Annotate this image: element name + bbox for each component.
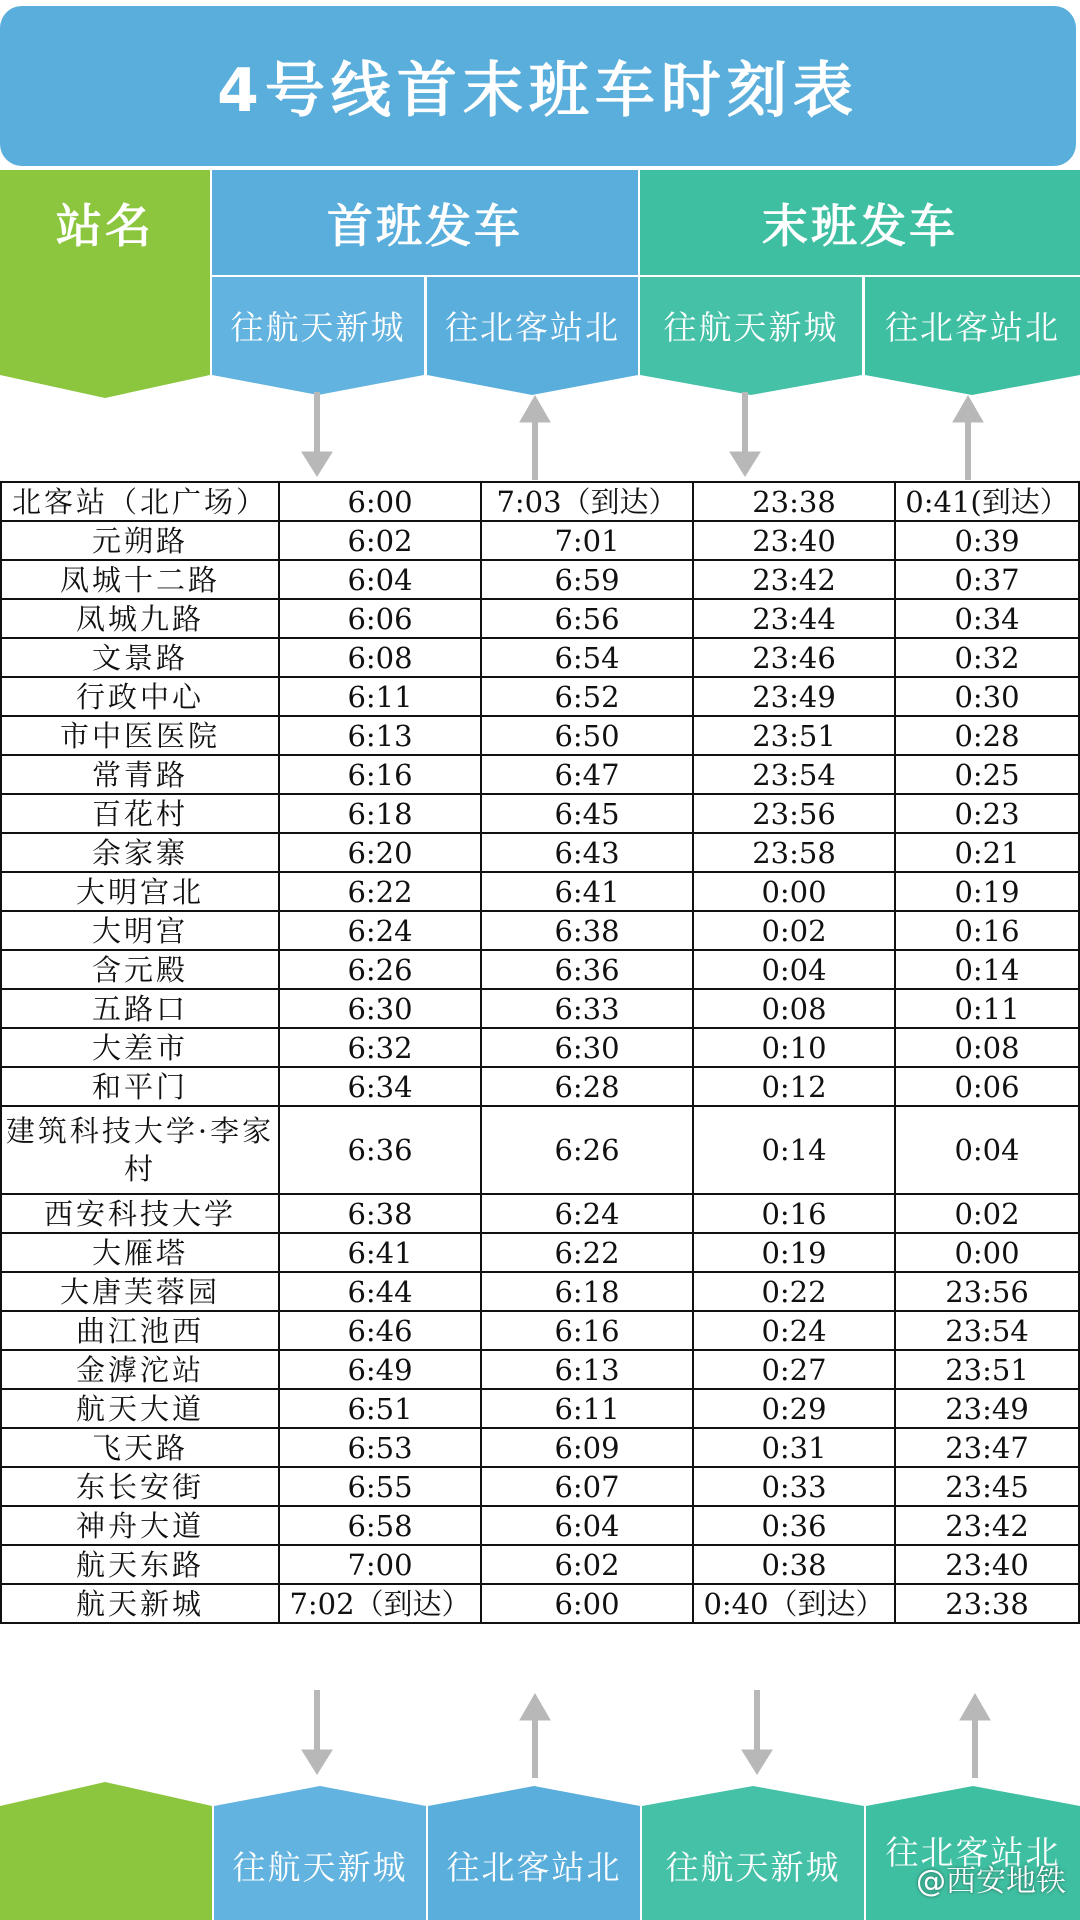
time-cell: 0:34 xyxy=(895,599,1079,638)
up-arrow-icon xyxy=(953,396,983,480)
time-cell: 6:46 xyxy=(279,1311,481,1350)
time-cell: 23:38 xyxy=(693,482,895,521)
time-cell: 6:07 xyxy=(481,1467,693,1506)
time-cell: 6:28 xyxy=(481,1067,693,1106)
station-name-cell: 文景路 xyxy=(1,638,279,677)
time-cell: 6:59 xyxy=(481,560,693,599)
time-cell: 0:04 xyxy=(895,1106,1079,1194)
time-cell: 23:40 xyxy=(895,1545,1079,1584)
station-name-cell: 大差市 xyxy=(1,1028,279,1067)
time-cell: 6:51 xyxy=(279,1389,481,1428)
time-cell: 23:38 xyxy=(895,1584,1079,1623)
time-cell: 0:33 xyxy=(693,1467,895,1506)
time-cell: 0:14 xyxy=(693,1106,895,1194)
station-name-cell: 大雁塔 xyxy=(1,1233,279,1272)
time-cell: 6:09 xyxy=(481,1428,693,1467)
time-cell: 6:33 xyxy=(481,989,693,1028)
time-cell: 6:04 xyxy=(279,560,481,599)
time-cell: 0:12 xyxy=(693,1067,895,1106)
time-cell: 0:28 xyxy=(895,716,1079,755)
table-row xyxy=(1,1350,1079,1389)
time-cell: 6:38 xyxy=(279,1194,481,1233)
time-cell: 0:16 xyxy=(693,1194,895,1233)
time-cell: 0:40（到达） xyxy=(693,1584,895,1623)
table-row xyxy=(1,1233,1079,1272)
time-cell: 0:02 xyxy=(693,911,895,950)
time-cell: 6:54 xyxy=(481,638,693,677)
footer-dir-bkzb-2: 往北客站北 xyxy=(885,1832,1061,1872)
time-cell: 6:44 xyxy=(279,1272,481,1311)
time-cell: 6:36 xyxy=(481,950,693,989)
time-cell: 0:24 xyxy=(693,1311,895,1350)
down-arrow-icon xyxy=(302,392,332,476)
station-name-cell: 市中医医院 xyxy=(1,716,279,755)
time-cell: 6:45 xyxy=(481,794,693,833)
time-cell: 6:58 xyxy=(279,1506,481,1545)
table-row xyxy=(1,1272,1079,1311)
time-cell: 6:56 xyxy=(481,599,693,638)
up-arrow-icon xyxy=(520,396,550,480)
time-cell: 0:00 xyxy=(693,872,895,911)
time-cell: 6:26 xyxy=(481,1106,693,1194)
first-dir-htxc-header: 往航天新城 xyxy=(230,307,406,347)
table-row xyxy=(1,1467,1079,1506)
time-cell: 0:23 xyxy=(895,794,1079,833)
station-name-cell: 凤城十二路 xyxy=(1,560,279,599)
station-name-cell: 元朔路 xyxy=(1,521,279,560)
last-dir-htxc-header: 往航天新城 xyxy=(663,307,839,347)
station-name-cell: 大明宫 xyxy=(1,911,279,950)
time-cell: 0:19 xyxy=(895,872,1079,911)
time-cell: 6:36 xyxy=(279,1106,481,1194)
time-cell: 6:26 xyxy=(279,950,481,989)
time-cell: 0:06 xyxy=(895,1067,1079,1106)
time-cell: 0:29 xyxy=(693,1389,895,1428)
station-name-cell: 常青路 xyxy=(1,755,279,794)
time-cell: 6:50 xyxy=(481,716,693,755)
time-cell: 6:08 xyxy=(279,638,481,677)
time-cell: 0:30 xyxy=(895,677,1079,716)
time-cell: 0:25 xyxy=(895,755,1079,794)
time-cell: 6:52 xyxy=(481,677,693,716)
time-cell: 23:49 xyxy=(895,1389,1079,1428)
first-train-header: 首班发车 xyxy=(327,198,523,253)
table-row xyxy=(1,521,1079,560)
station-name-cell: 凤城九路 xyxy=(1,599,279,638)
footer-dir-htxc-1: 往航天新城 xyxy=(232,1847,408,1887)
down-arrow-icon xyxy=(730,392,760,476)
table-row xyxy=(1,794,1079,833)
table-row xyxy=(1,560,1079,599)
station-name-cell: 航天大道 xyxy=(1,1389,279,1428)
time-cell: 0:08 xyxy=(693,989,895,1028)
table-row xyxy=(1,677,1079,716)
time-cell: 7:01 xyxy=(481,521,693,560)
time-cell: 23:42 xyxy=(895,1506,1079,1545)
time-cell: 6:30 xyxy=(279,989,481,1028)
time-cell: 6:00 xyxy=(279,482,481,521)
time-cell: 6:18 xyxy=(279,794,481,833)
footer-dir-bkzb-1: 往北客站北 xyxy=(446,1847,622,1887)
time-cell: 6:02 xyxy=(481,1545,693,1584)
time-cell: 6:41 xyxy=(481,872,693,911)
station-name-cell: 含元殿 xyxy=(1,950,279,989)
time-cell: 0:39 xyxy=(895,521,1079,560)
last-dir-bkzb-header: 往北客站北 xyxy=(885,307,1060,347)
station-name-cell: 大明宫北 xyxy=(1,872,279,911)
time-cell: 6:43 xyxy=(481,833,693,872)
time-cell: 0:11 xyxy=(895,989,1079,1028)
station-name-cell: 金滹沱站 xyxy=(1,1350,279,1389)
time-cell: 23:45 xyxy=(895,1467,1079,1506)
time-cell: 23:56 xyxy=(693,794,895,833)
top-direction-arrows xyxy=(0,392,1080,482)
station-name-cell: 西安科技大学 xyxy=(1,1194,279,1233)
time-cell: 7:03（到达） xyxy=(481,482,693,521)
table-row xyxy=(1,833,1079,872)
station-name-cell: 北客站（北广场） xyxy=(1,482,279,521)
time-cell: 0:04 xyxy=(693,950,895,989)
time-cell: 6:16 xyxy=(279,755,481,794)
time-cell: 6:18 xyxy=(481,1272,693,1311)
station-name-cell: 和平门 xyxy=(1,1067,279,1106)
time-cell: 6:11 xyxy=(481,1389,693,1428)
time-cell: 6:49 xyxy=(279,1350,481,1389)
time-cell: 0:36 xyxy=(693,1506,895,1545)
time-cell: 6:04 xyxy=(481,1506,693,1545)
table-row xyxy=(1,1428,1079,1467)
table-row xyxy=(1,482,1079,521)
time-cell: 23:47 xyxy=(895,1428,1079,1467)
time-cell: 6:13 xyxy=(279,716,481,755)
table-row xyxy=(1,1067,1079,1106)
station-name-cell: 建筑科技大学·李家村 xyxy=(1,1106,279,1194)
station-name-cell: 曲江池西 xyxy=(1,1311,279,1350)
time-cell: 6:16 xyxy=(481,1311,693,1350)
table-row xyxy=(1,1106,1079,1194)
time-cell: 0:02 xyxy=(895,1194,1079,1233)
table-row xyxy=(1,911,1079,950)
station-name-cell: 飞天路 xyxy=(1,1428,279,1467)
time-cell: 6:24 xyxy=(279,911,481,950)
station-name-header: 站名 xyxy=(56,198,154,253)
time-cell: 6:30 xyxy=(481,1028,693,1067)
time-cell: 0:10 xyxy=(693,1028,895,1067)
time-cell: 0:38 xyxy=(693,1545,895,1584)
time-cell: 6:41 xyxy=(279,1233,481,1272)
time-cell: 0:16 xyxy=(895,911,1079,950)
time-cell: 6:02 xyxy=(279,521,481,560)
table-row xyxy=(1,755,1079,794)
up-arrow-icon xyxy=(520,1694,550,1778)
page-title: 4号线首末班车时刻表 xyxy=(0,6,1076,166)
table-row xyxy=(1,950,1079,989)
station-name-cell: 五路口 xyxy=(1,989,279,1028)
time-cell: 0:37 xyxy=(895,560,1079,599)
table-row xyxy=(1,599,1079,638)
table-row xyxy=(1,1194,1079,1233)
time-cell: 0:31 xyxy=(693,1428,895,1467)
time-cell: 23:46 xyxy=(693,638,895,677)
weibo-watermark: @西安地铁 xyxy=(916,1864,1066,1899)
up-arrow-icon xyxy=(960,1694,990,1778)
time-cell: 6:38 xyxy=(481,911,693,950)
time-cell: 0:19 xyxy=(693,1233,895,1272)
table-row xyxy=(1,1545,1079,1584)
time-cell: 7:00 xyxy=(279,1545,481,1584)
time-cell: 23:44 xyxy=(693,599,895,638)
station-name-cell: 行政中心 xyxy=(1,677,279,716)
table-row xyxy=(1,1506,1079,1545)
table-row xyxy=(1,989,1079,1028)
table-row xyxy=(1,1028,1079,1067)
station-name-cell: 东长安街 xyxy=(1,1467,279,1506)
time-cell: 23:51 xyxy=(895,1350,1079,1389)
station-name-cell: 大唐芙蓉园 xyxy=(1,1272,279,1311)
time-cell: 6:34 xyxy=(279,1067,481,1106)
time-cell: 23:54 xyxy=(895,1311,1079,1350)
station-name-cell: 神舟大道 xyxy=(1,1506,279,1545)
time-cell: 0:21 xyxy=(895,833,1079,872)
time-cell: 6:00 xyxy=(481,1584,693,1623)
footer-dir-htxc-2: 往航天新城 xyxy=(665,1847,841,1887)
time-cell: 7:02（到达） xyxy=(279,1584,481,1623)
time-cell: 0:41(到达） xyxy=(895,482,1079,521)
table-row xyxy=(1,716,1079,755)
time-cell: 6:55 xyxy=(279,1467,481,1506)
time-cell: 6:53 xyxy=(279,1428,481,1467)
time-cell: 6:24 xyxy=(481,1194,693,1233)
time-cell: 0:27 xyxy=(693,1350,895,1389)
time-cell: 23:56 xyxy=(895,1272,1079,1311)
time-cell: 23:58 xyxy=(693,833,895,872)
station-name-cell: 百花村 xyxy=(1,794,279,833)
first-dir-bkzb-header: 往北客站北 xyxy=(445,307,620,347)
station-name-cell: 航天新城 xyxy=(1,1584,279,1623)
time-cell: 6:11 xyxy=(279,677,481,716)
time-cell: 0:32 xyxy=(895,638,1079,677)
last-train-header: 末班发车 xyxy=(762,198,958,253)
time-cell: 0:14 xyxy=(895,950,1079,989)
down-arrow-icon xyxy=(302,1690,332,1774)
time-cell: 23:42 xyxy=(693,560,895,599)
bottom-direction-arrows xyxy=(0,1690,1080,1780)
time-cell: 23:49 xyxy=(693,677,895,716)
time-cell: 6:20 xyxy=(279,833,481,872)
down-arrow-icon xyxy=(742,1690,772,1774)
table-row xyxy=(1,1389,1079,1428)
timetable xyxy=(0,481,1080,1624)
station-name-cell: 航天东路 xyxy=(1,1545,279,1584)
time-cell: 6:47 xyxy=(481,755,693,794)
time-cell: 23:40 xyxy=(693,521,895,560)
time-cell: 6:22 xyxy=(279,872,481,911)
time-cell: 6:13 xyxy=(481,1350,693,1389)
table-row xyxy=(1,872,1079,911)
time-cell: 0:08 xyxy=(895,1028,1079,1067)
table-row xyxy=(1,1584,1079,1623)
table-row xyxy=(1,638,1079,677)
time-cell: 6:06 xyxy=(279,599,481,638)
time-cell: 6:32 xyxy=(279,1028,481,1067)
station-name-cell: 余家寨 xyxy=(1,833,279,872)
time-cell: 6:22 xyxy=(481,1233,693,1272)
time-cell: 0:22 xyxy=(693,1272,895,1311)
time-cell: 23:54 xyxy=(693,755,895,794)
table-row xyxy=(1,1311,1079,1350)
time-cell: 0:00 xyxy=(895,1233,1079,1272)
time-cell: 23:51 xyxy=(693,716,895,755)
